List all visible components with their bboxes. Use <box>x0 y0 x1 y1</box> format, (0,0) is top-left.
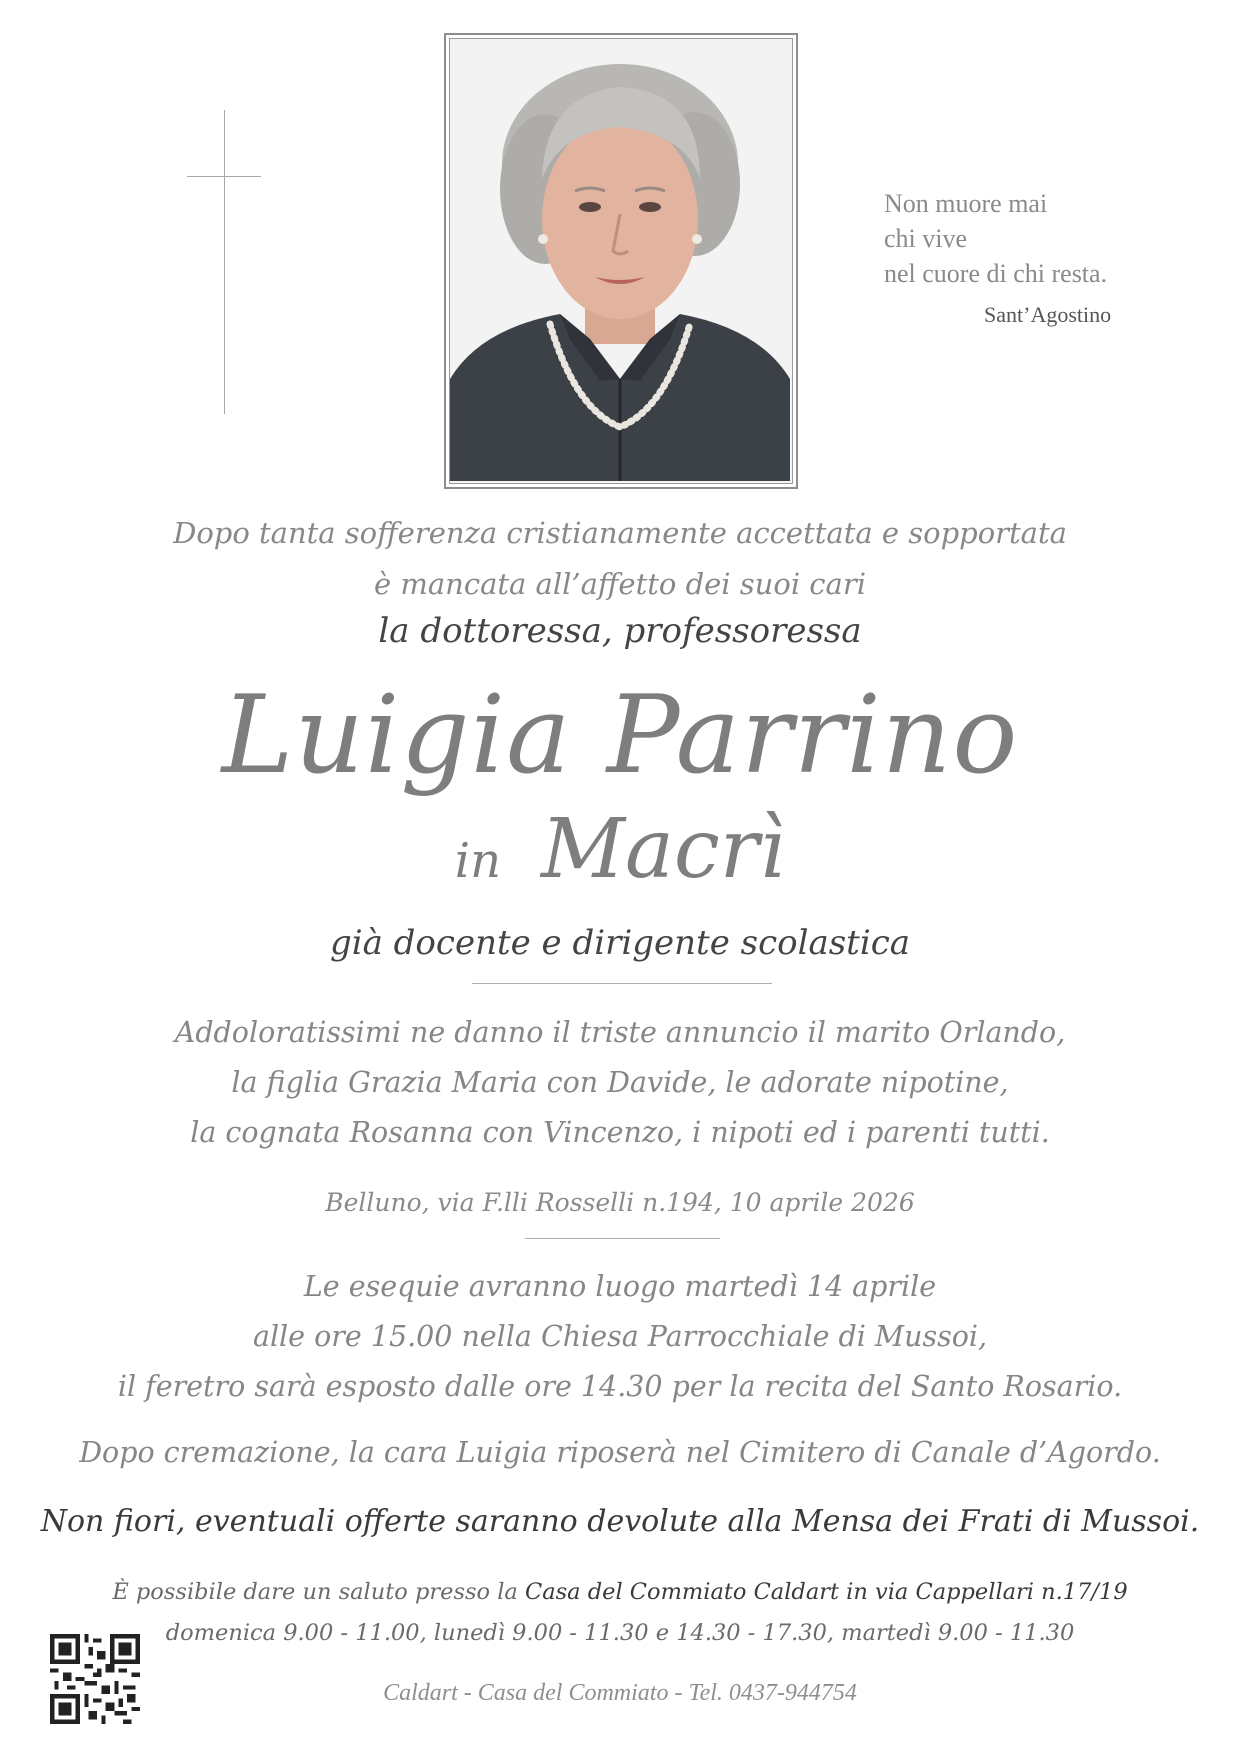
deceased-title: la dottoressa, professoressa <box>378 611 862 651</box>
married-prefix: in <box>454 833 502 889</box>
divider <box>525 1238 720 1239</box>
announcement-line: la cognata Rosanna con Vincenzo, i nipoti ed i parenti tutti. <box>190 1116 1050 1149</box>
qr-code-icon[interactable] <box>50 1634 140 1724</box>
divider <box>472 983 772 984</box>
funeral-info <box>0 1262 1240 1412</box>
deceased-role: già docente e dirigente scolastica <box>329 923 911 963</box>
married-surname: Macrì <box>541 802 786 897</box>
flowers-notice: Non fiori, eventuali offerte saranno devolute alla Mensa dei Frati di Mussoi. <box>40 1504 1200 1539</box>
intro-text <box>0 508 1240 610</box>
funeral-line: Le esequie avranno luogo martedì 14 aprile <box>303 1270 937 1303</box>
visit-line <box>0 1572 1240 1613</box>
quote-author: Sant’Agostino <box>984 302 1112 327</box>
visit-place: Casa del Commiato Caldart in via Cappellari n.17/19 <box>525 1579 1128 1605</box>
quote-line: nel cuore di chi resta. <box>884 259 1108 288</box>
footer-contact: Caldart - Casa del Commiato - Tel. 0437-944754 <box>383 1680 857 1706</box>
quote-line: Non muore mai <box>884 189 1048 218</box>
funeral-line: alle ore 15.00 nella Chiesa Parrocchiale di Mussoi, <box>252 1320 988 1353</box>
announcement-line: la figlia Grazia Maria con Davide, le adorate nipotine, <box>231 1066 1009 1099</box>
visit-prefix: È possibile dare un saluto presso la <box>112 1579 525 1605</box>
intro-line: è mancata all’affetto dei suoi cari <box>374 567 866 601</box>
funeral-line: il feretro sarà esposto dalle ore 14.30 per la recita del Santo Rosario. <box>117 1370 1123 1403</box>
quote-line: chi vive <box>884 224 968 253</box>
cross-horizontal <box>187 176 261 177</box>
intro-line: Dopo tanta sofferenza cristianamente accettata e sopportata <box>173 516 1067 550</box>
quote <box>884 186 1107 291</box>
cross-vertical <box>224 110 225 414</box>
portrait-frame <box>444 33 798 489</box>
announcement-line: Addoloratissimi ne danno il triste annuncio il marito Orlando, <box>174 1016 1066 1049</box>
announcement <box>0 1008 1240 1158</box>
deceased-name: Luigia Parrino <box>221 673 1019 798</box>
portrait-photo <box>449 38 793 484</box>
visit-hours: domenica 9.00 - 11.00, lunedì 9.00 - 11.30 e 14.30 - 17.30, martedì 9.00 - 11.30 <box>165 1620 1075 1646</box>
cremation-info: Dopo cremazione, la cara Luigia riposerà nel Cimitero di Canale d’Agordo. <box>79 1436 1161 1469</box>
visit-info <box>0 1572 1240 1654</box>
place-date: Belluno, via F.lli Rosselli n.194, 10 aprile 2026 <box>325 1188 915 1217</box>
married-name <box>0 800 1240 911</box>
